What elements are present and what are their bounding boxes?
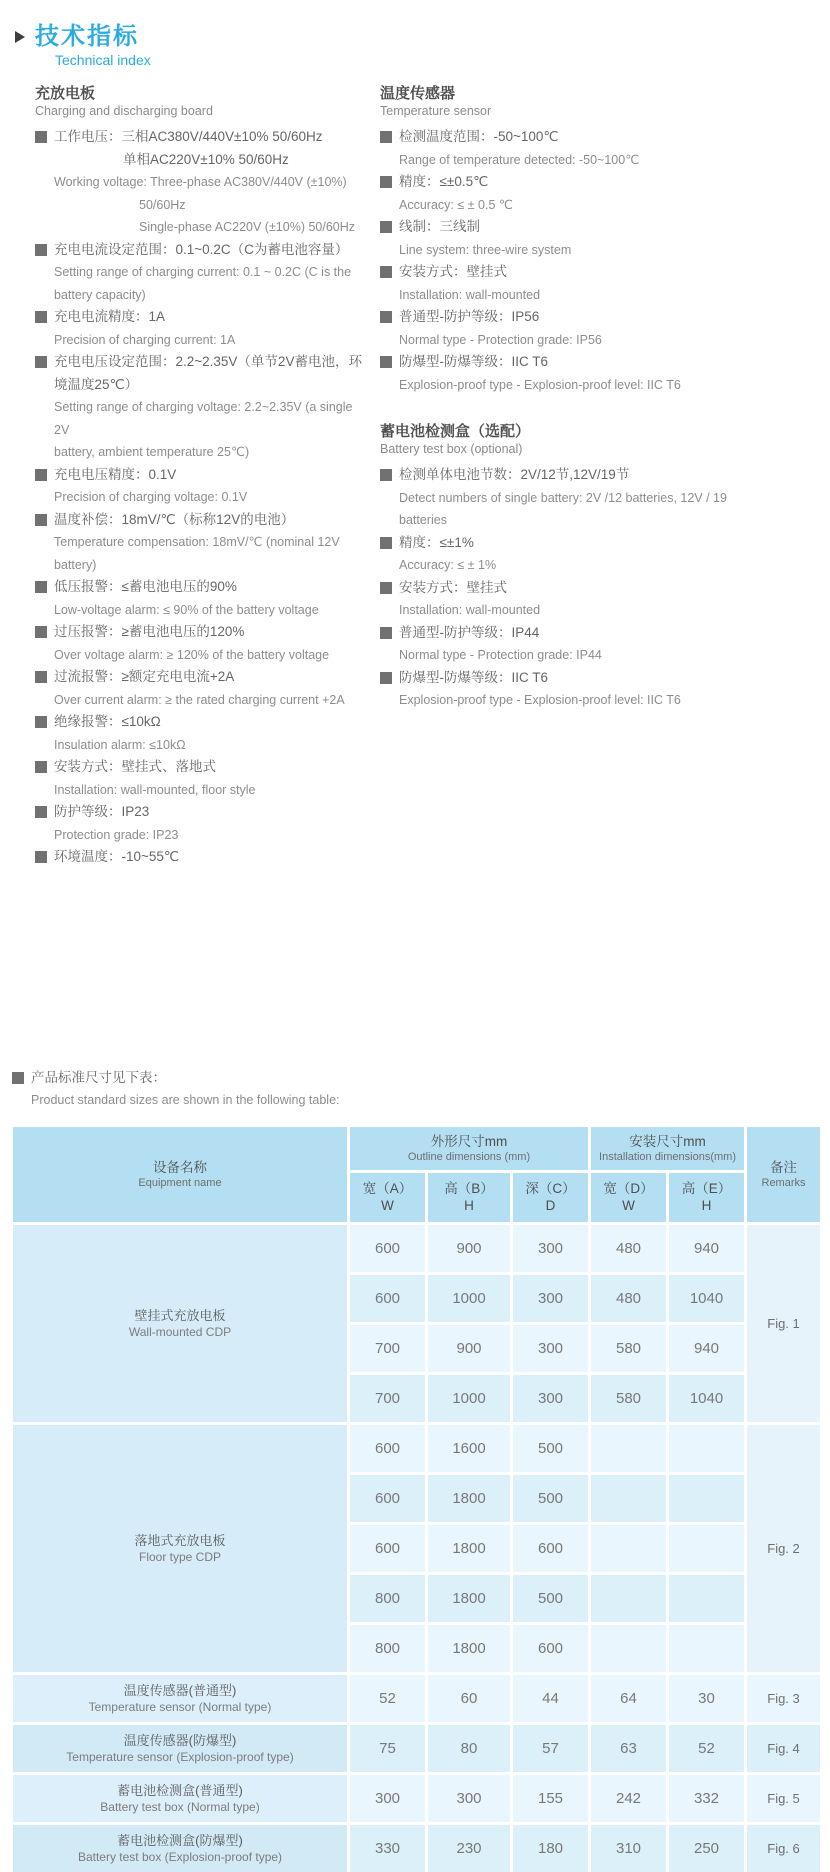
spec-zh-line: 检测温度范围：-50~100℃ — [399, 129, 559, 144]
section-heading-zh: 充放电板 — [35, 85, 96, 102]
header-col-height-b: 高（B） H — [427, 1171, 512, 1223]
spec-zh-line: 防爆型-防爆等级：IIC T6 — [399, 669, 549, 685]
size-cell: 300 — [512, 1373, 590, 1423]
header-en: Remarks — [761, 1176, 806, 1189]
size-cell: 500 — [512, 1423, 590, 1473]
spec-item — [35, 711, 367, 756]
spec-en-line: Detect numbers of single battery: 2V /12 batteries, 12V / 19 — [399, 490, 727, 505]
size-cell — [590, 1523, 668, 1573]
spec-zh-line: 精度：≤±1% — [399, 534, 474, 550]
size-cell: 300 — [512, 1323, 590, 1373]
spec-zh-line: 低压报警：≤蓄电池电压的90% — [54, 579, 237, 594]
square-bullet-icon — [35, 514, 47, 526]
remark-cell: Fig. 6 — [746, 1823, 822, 1872]
spec-zh-line: 绝缘报警：≤10kΩ — [54, 714, 161, 729]
size-cell: 940 — [668, 1223, 746, 1273]
size-cell: 300 — [427, 1773, 512, 1823]
spec-zh-line: 检测单体电池节数：2V/12节,12V/19节 — [399, 467, 630, 482]
table-row — [12, 1723, 822, 1773]
header-zh: 安装尺寸mm — [629, 1133, 706, 1149]
header-col-height-e: 高（E） H — [668, 1171, 746, 1223]
header-outline-dimensions — [349, 1125, 590, 1171]
size-cell — [668, 1573, 746, 1623]
size-cell: 1040 — [668, 1273, 746, 1323]
spec-item — [380, 171, 740, 216]
spec-en-line: Line system: three-wire system — [399, 242, 572, 257]
section-heading-en: Battery test box (optional) — [380, 442, 523, 456]
spec-zh-line: 线制：三线制 — [399, 219, 480, 234]
square-bullet-icon — [35, 131, 47, 143]
right-column — [380, 84, 740, 869]
size-cell: 600 — [349, 1423, 427, 1473]
size-cell: 1600 — [427, 1423, 512, 1473]
spec-en-line: battery capacity) — [54, 287, 146, 302]
size-cell: 700 — [349, 1323, 427, 1373]
size-cell: 1000 — [427, 1373, 512, 1423]
size-cell: 230 — [427, 1823, 512, 1872]
remark-cell: Fig. 5 — [746, 1773, 822, 1823]
size-cell: 500 — [512, 1473, 590, 1523]
square-bullet-icon — [35, 581, 47, 593]
remark-cell: Fig. 3 — [746, 1673, 822, 1723]
spec-en-line: Working voltage: Three-phase AC380V/440V (±10%) — [54, 175, 347, 189]
spec-en-line: Explosion-proof type - Explosion-proof level: IIC T6 — [399, 693, 681, 707]
size-cell: 900 — [427, 1223, 512, 1273]
equipment-name-cell — [12, 1723, 349, 1773]
spec-en-line: 50/60Hz — [139, 197, 186, 212]
square-bullet-icon — [380, 672, 392, 684]
square-bullet-icon — [35, 851, 47, 863]
spec-en-line: Explosion-proof type - Explosion-proof level: IIC T6 — [399, 377, 681, 392]
size-cell: 180 — [512, 1823, 590, 1872]
spec-zh-line: 充电电压精度：0.1V — [54, 466, 177, 482]
equipment-name-en: Temperature sensor (Explosion-proof type) — [66, 1749, 294, 1764]
spec-item — [35, 621, 367, 666]
size-cell: 63 — [590, 1723, 668, 1773]
spec-zh-line: 温度补偿：18mV/℃（标称12V的电池） — [54, 511, 295, 527]
square-bullet-icon — [12, 1072, 24, 1084]
equipment-name-cell — [12, 1673, 349, 1723]
square-bullet-icon — [380, 582, 392, 594]
square-bullet-icon — [35, 806, 47, 818]
size-cell: 480 — [590, 1223, 668, 1273]
size-cell: 57 — [512, 1723, 590, 1773]
spec-en-line: Installation: wall-mounted — [399, 603, 541, 617]
spec-en-line: Installation: wall-mounted, floor style — [54, 782, 256, 797]
spec-item — [35, 756, 367, 801]
table-note — [12, 1067, 830, 1112]
spec-item — [380, 261, 740, 306]
header-zh: 设备名称 — [153, 1159, 207, 1175]
spec-item — [380, 577, 740, 622]
spec-item — [380, 306, 740, 351]
size-cell — [590, 1473, 668, 1523]
header-col-width-a: 宽（A） W — [349, 1171, 427, 1223]
size-cell: 330 — [349, 1823, 427, 1872]
size-cell: 1800 — [427, 1473, 512, 1523]
section-heading-en: Charging and discharging board — [35, 104, 213, 118]
square-bullet-icon — [380, 266, 392, 278]
square-bullet-icon — [380, 176, 392, 188]
battery-test-box-section — [380, 422, 740, 712]
square-bullet-icon — [35, 244, 47, 256]
section-heading-zh: 温度传感器 — [380, 85, 456, 102]
size-cell: 1800 — [427, 1523, 512, 1573]
spec-en-line: Over current alarm: ≥ the rated charging current +2A — [54, 692, 345, 707]
spec-zh-line: 防护等级：IP23 — [54, 804, 150, 819]
size-cell — [668, 1423, 746, 1473]
spec-zh-line: 精度：≤±0.5℃ — [399, 174, 489, 189]
size-cell: 900 — [427, 1323, 512, 1373]
spec-zh-line: 充电电流精度：1A — [54, 309, 166, 324]
equipment-name-zh: 温度传感器(防爆型) — [123, 1732, 237, 1748]
spec-zh-line: 境温度25℃） — [54, 376, 139, 392]
header-equipment-name — [12, 1125, 349, 1223]
size-cell: 480 — [590, 1273, 668, 1323]
size-cell: 800 — [349, 1573, 427, 1623]
table-row — [12, 1223, 822, 1273]
spec-columns — [35, 84, 830, 869]
spec-item — [35, 801, 367, 846]
equipment-name-zh: 温度传感器(普通型) — [123, 1682, 237, 1698]
header-col-depth-c: 深（C） D — [512, 1171, 590, 1223]
spec-en-line: battery, ambient temperature 25℃) — [54, 445, 250, 459]
size-cell: 600 — [512, 1523, 590, 1573]
square-bullet-icon — [35, 311, 47, 323]
size-cell: 30 — [668, 1673, 746, 1723]
size-cell: 1800 — [427, 1623, 512, 1673]
size-cell: 580 — [590, 1373, 668, 1423]
size-cell — [668, 1623, 746, 1673]
spec-en-line: Setting range of charging voltage: 2.2~2.35V (a single 2V — [54, 400, 353, 437]
square-bullet-icon — [35, 469, 47, 481]
spec-zh-line: 单相AC220V±10% 50/60Hz — [123, 151, 289, 167]
equipment-name-zh: 落地式充放电板 — [134, 1532, 226, 1548]
spec-zh-line: 充电电压设定范围：2.2~2.35V（单节2V蓄电池，环 — [54, 354, 362, 369]
square-bullet-icon — [35, 626, 47, 638]
size-cell: 600 — [512, 1623, 590, 1673]
spec-item — [380, 532, 740, 577]
size-cell: 1040 — [668, 1373, 746, 1423]
size-cell: 44 — [512, 1673, 590, 1723]
size-cell: 600 — [349, 1273, 427, 1323]
table-row — [12, 1673, 822, 1723]
equipment-name-en: Battery test box (Normal type) — [100, 1799, 260, 1814]
spec-en-line: Temperature compensation: 18mV/℃ (nominal 12V — [54, 535, 340, 549]
header-col-width-d: 宽（D） W — [590, 1171, 668, 1223]
size-cell: 80 — [427, 1723, 512, 1773]
size-cell: 300 — [512, 1223, 590, 1273]
equipment-name-en: Floor type CDP — [138, 1549, 222, 1564]
size-cell: 300 — [349, 1773, 427, 1823]
spec-zh-line: 普通型-防护等级：IP56 — [399, 309, 540, 324]
square-bullet-icon — [35, 671, 47, 683]
size-cell: 1800 — [427, 1573, 512, 1623]
header-remarks — [746, 1125, 822, 1223]
size-cell: 300 — [512, 1273, 590, 1323]
spec-en-line: Low-voltage alarm: ≤ 90% of the battery voltage — [54, 602, 319, 617]
spec-item — [380, 216, 740, 261]
size-cell — [590, 1623, 668, 1673]
equipment-name-cell — [12, 1223, 349, 1423]
temperature-sensor-section — [380, 84, 740, 396]
size-cell: 52 — [668, 1723, 746, 1773]
spec-en-line: Installation: wall-mounted — [399, 287, 541, 302]
triangle-marker-icon — [15, 31, 25, 43]
size-cell: 700 — [349, 1373, 427, 1423]
size-cell: 600 — [349, 1523, 427, 1573]
square-bullet-icon — [35, 356, 47, 368]
size-cell: 75 — [349, 1723, 427, 1773]
spec-en-line: Precision of charging current: 1A — [54, 332, 236, 347]
spec-en-line: Setting range of charging current: 0.1 ~ 0.2C (C is the — [54, 265, 352, 279]
equipment-name-en: Temperature sensor (Normal type) — [88, 1699, 272, 1714]
spec-item — [35, 509, 367, 577]
size-cell — [590, 1423, 668, 1473]
spec-item — [380, 126, 740, 171]
size-cell: 52 — [349, 1673, 427, 1723]
title-block — [0, 0, 830, 70]
size-cell: 60 — [427, 1673, 512, 1723]
size-cell — [590, 1573, 668, 1623]
remark-cell: Fig. 4 — [746, 1723, 822, 1773]
product-size-table — [10, 1124, 823, 1872]
header-en: Equipment name — [138, 1176, 222, 1189]
spec-en-line: battery) — [54, 557, 97, 572]
page-title: 技术指标 — [35, 23, 139, 50]
equipment-name-zh: 蓄电池检测盒(普通型) — [117, 1782, 243, 1798]
spec-en-line: Protection grade: IP23 — [54, 827, 179, 842]
section-heading-en: Temperature sensor — [380, 104, 492, 118]
remark-cell: Fig. 1 — [746, 1223, 822, 1423]
size-cell: 940 — [668, 1323, 746, 1373]
spec-item — [35, 846, 367, 869]
equipment-name-en: Battery test box (Explosion-proof type) — [77, 1849, 283, 1864]
spec-item — [380, 622, 740, 667]
size-cell: 800 — [349, 1623, 427, 1673]
spec-en-line: Single-phase AC220V (±10%) 50/60Hz — [139, 220, 356, 234]
spec-en-line: Accuracy: ≤ ± 1% — [399, 558, 497, 572]
header-en: Installation dimensions(mm) — [599, 1150, 736, 1163]
square-bullet-icon — [35, 761, 47, 773]
spec-item — [35, 239, 367, 307]
spec-item — [35, 666, 367, 711]
square-bullet-icon — [380, 356, 392, 368]
spec-item — [35, 306, 367, 351]
size-cell: 250 — [668, 1823, 746, 1872]
page-subtitle: Technical index — [55, 52, 151, 68]
spec-zh-line: 安装方式：壁挂式 — [399, 264, 507, 279]
note-zh: 产品标准尺寸见下表： — [31, 1069, 166, 1085]
size-cell — [668, 1523, 746, 1573]
square-bullet-icon — [380, 311, 392, 323]
square-bullet-icon — [35, 716, 47, 728]
square-bullet-icon — [380, 627, 392, 639]
square-bullet-icon — [380, 131, 392, 143]
equipment-name-zh: 壁挂式充放电板 — [134, 1307, 226, 1323]
size-cell: 600 — [349, 1223, 427, 1273]
size-cell: 600 — [349, 1473, 427, 1523]
spec-item — [35, 576, 367, 621]
spec-en-line: Range of temperature detected: -50~100℃ — [399, 152, 640, 167]
spec-item — [35, 464, 367, 509]
size-cell: 1000 — [427, 1273, 512, 1323]
spec-en-line: batteries — [399, 513, 447, 527]
header-installation-dimensions — [590, 1125, 746, 1171]
spec-en-line: Over voltage alarm: ≥ 120% of the battery voltage — [54, 647, 330, 662]
equipment-name-cell — [12, 1423, 349, 1673]
remark-cell: Fig. 2 — [746, 1423, 822, 1673]
square-bullet-icon — [380, 221, 392, 233]
spec-zh-line: 过流报警：≥额定充电电流+2A — [54, 669, 235, 684]
spec-item — [380, 351, 740, 396]
table-row — [12, 1823, 822, 1872]
header-zh: 备注 — [770, 1159, 798, 1175]
spec-item — [35, 126, 367, 239]
header-en: Outline dimensions (mm) — [407, 1150, 531, 1163]
spec-en-line: Normal type - Protection grade: IP44 — [399, 648, 602, 662]
charging-board-section — [35, 84, 367, 869]
spec-item — [35, 351, 367, 464]
spec-zh-line: 环境温度：-10~55℃ — [54, 849, 180, 864]
square-bullet-icon — [380, 537, 392, 549]
table-row — [12, 1773, 822, 1823]
table-row — [12, 1423, 822, 1473]
size-cell: 332 — [668, 1773, 746, 1823]
spec-zh-line: 普通型-防护等级：IP44 — [399, 624, 540, 640]
spec-zh-line: 过压报警：≥蓄电池电压的120% — [54, 624, 245, 639]
spec-item — [380, 464, 740, 532]
size-cell: 310 — [590, 1823, 668, 1872]
spec-item — [380, 667, 740, 712]
equipment-name-cell — [12, 1773, 349, 1823]
size-cell: 242 — [590, 1773, 668, 1823]
spec-zh-line: 充电电流设定范围：0.1~0.2C（C为蓄电池容量） — [54, 241, 349, 257]
size-cell: 500 — [512, 1573, 590, 1623]
size-cell — [668, 1473, 746, 1523]
spec-en-line: Normal type - Protection grade: IP56 — [399, 332, 602, 347]
equipment-name-zh: 蓄电池检测盒(防爆型) — [117, 1832, 243, 1848]
equipment-name-cell — [12, 1823, 349, 1872]
equipment-name-en: Wall-mounted CDP — [128, 1324, 232, 1339]
size-cell: 580 — [590, 1323, 668, 1373]
size-cell: 155 — [512, 1773, 590, 1823]
spec-en-line: Accuracy: ≤ ± 0.5 ℃ — [399, 197, 513, 212]
spec-en-line: Precision of charging voltage: 0.1V — [54, 490, 248, 504]
spec-en-line: Insulation alarm: ≤10kΩ — [54, 737, 186, 752]
spec-zh-line: 工作电压：三相AC380V/440V±10% 50/60Hz — [54, 129, 323, 144]
spec-zh-line: 安装方式：壁挂式 — [399, 579, 507, 595]
spec-zh-line: 安装方式：壁挂式、落地式 — [54, 759, 216, 774]
header-zh: 外形尺寸mm — [430, 1133, 508, 1149]
note-en: Product standard sizes are shown in the following table: — [31, 1093, 340, 1107]
square-bullet-icon — [380, 469, 392, 481]
section-heading-zh: 蓄电池检测盒（选配） — [380, 423, 531, 440]
size-cell: 64 — [590, 1673, 668, 1723]
spec-zh-line: 防爆型-防爆等级：IIC T6 — [399, 354, 549, 369]
